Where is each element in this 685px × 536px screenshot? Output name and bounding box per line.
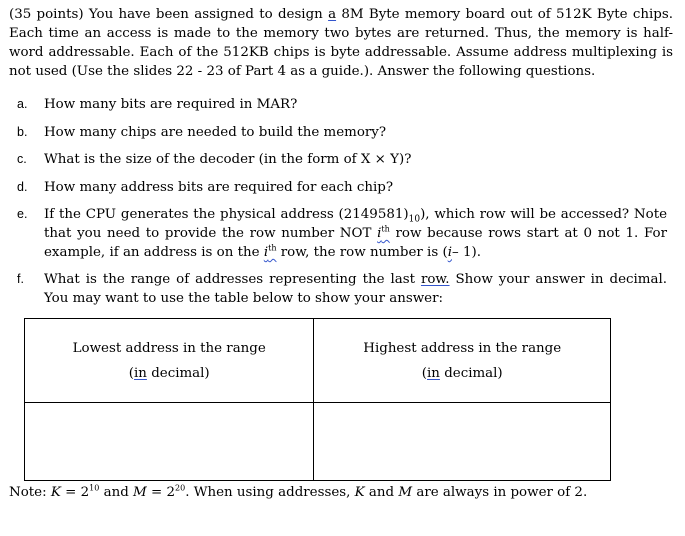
highest-address-header: Highest address in the range (in decimal) <box>314 319 611 403</box>
problem-intro <box>9 5 673 81</box>
question-label: f. <box>17 272 24 286</box>
question-label: e. <box>17 207 28 221</box>
question-label: d. <box>17 180 28 194</box>
subscript-base: 10 <box>408 214 421 225</box>
answer-table <box>24 318 611 481</box>
question-text: What is the size of the decoder (in the form of X × Y)? <box>44 152 412 167</box>
question-text: What is the range of addresses representing the last row. Show your answer in decimal. You may want to use the table below to show your answer: <box>44 272 667 306</box>
note: Note: $K = 2^{10}$ and $M = 2^{20}$. When using addresses, K and M are always in power of 2. <box>9 483 588 500</box>
question-label: c. <box>17 152 27 166</box>
question-text: How many chips are needed to build the memory? <box>44 125 387 140</box>
table-header-row <box>25 319 611 403</box>
question-label: b. <box>17 125 28 139</box>
table-answer-row <box>25 403 611 481</box>
question-label: a. <box>17 97 28 111</box>
lowest-address-answer-cell[interactable] <box>25 403 314 481</box>
intro-marked-word: a <box>328 7 337 22</box>
intro-text-start: (35 points) You have been assigned to design <box>9 7 329 22</box>
marked-word: row. <box>420 272 450 287</box>
lowest-address-header: Lowest address in the range (in decimal) <box>25 319 314 403</box>
question-text: How many bits are required in MAR? <box>44 97 298 112</box>
question-text: If the CPU generates the physical address $(2149581)_{10}$), which row will be accessed? Note that you need to provide the row number NOT $i^{th}$ row because rows start at 0 not 1. For example, if an address is on the $i^{th}$ row, the row number is (i– 1). <box>44 207 667 260</box>
intro-text-rest: 8M Byte memory board out of 512K Byte chips. Each time an access is made to the memory two bytes are returned. Thus, the memory is half-word addressable. Each of the 512KB chips is byte addressable. Assume address multiplexing is not used (Use the slides 22 - 23 of Part 4 as a guide.). Answer the following questions. <box>9 7 673 79</box>
highest-address-answer-cell[interactable] <box>314 403 611 481</box>
question-text: How many address bits are required for each chip? <box>44 180 394 195</box>
